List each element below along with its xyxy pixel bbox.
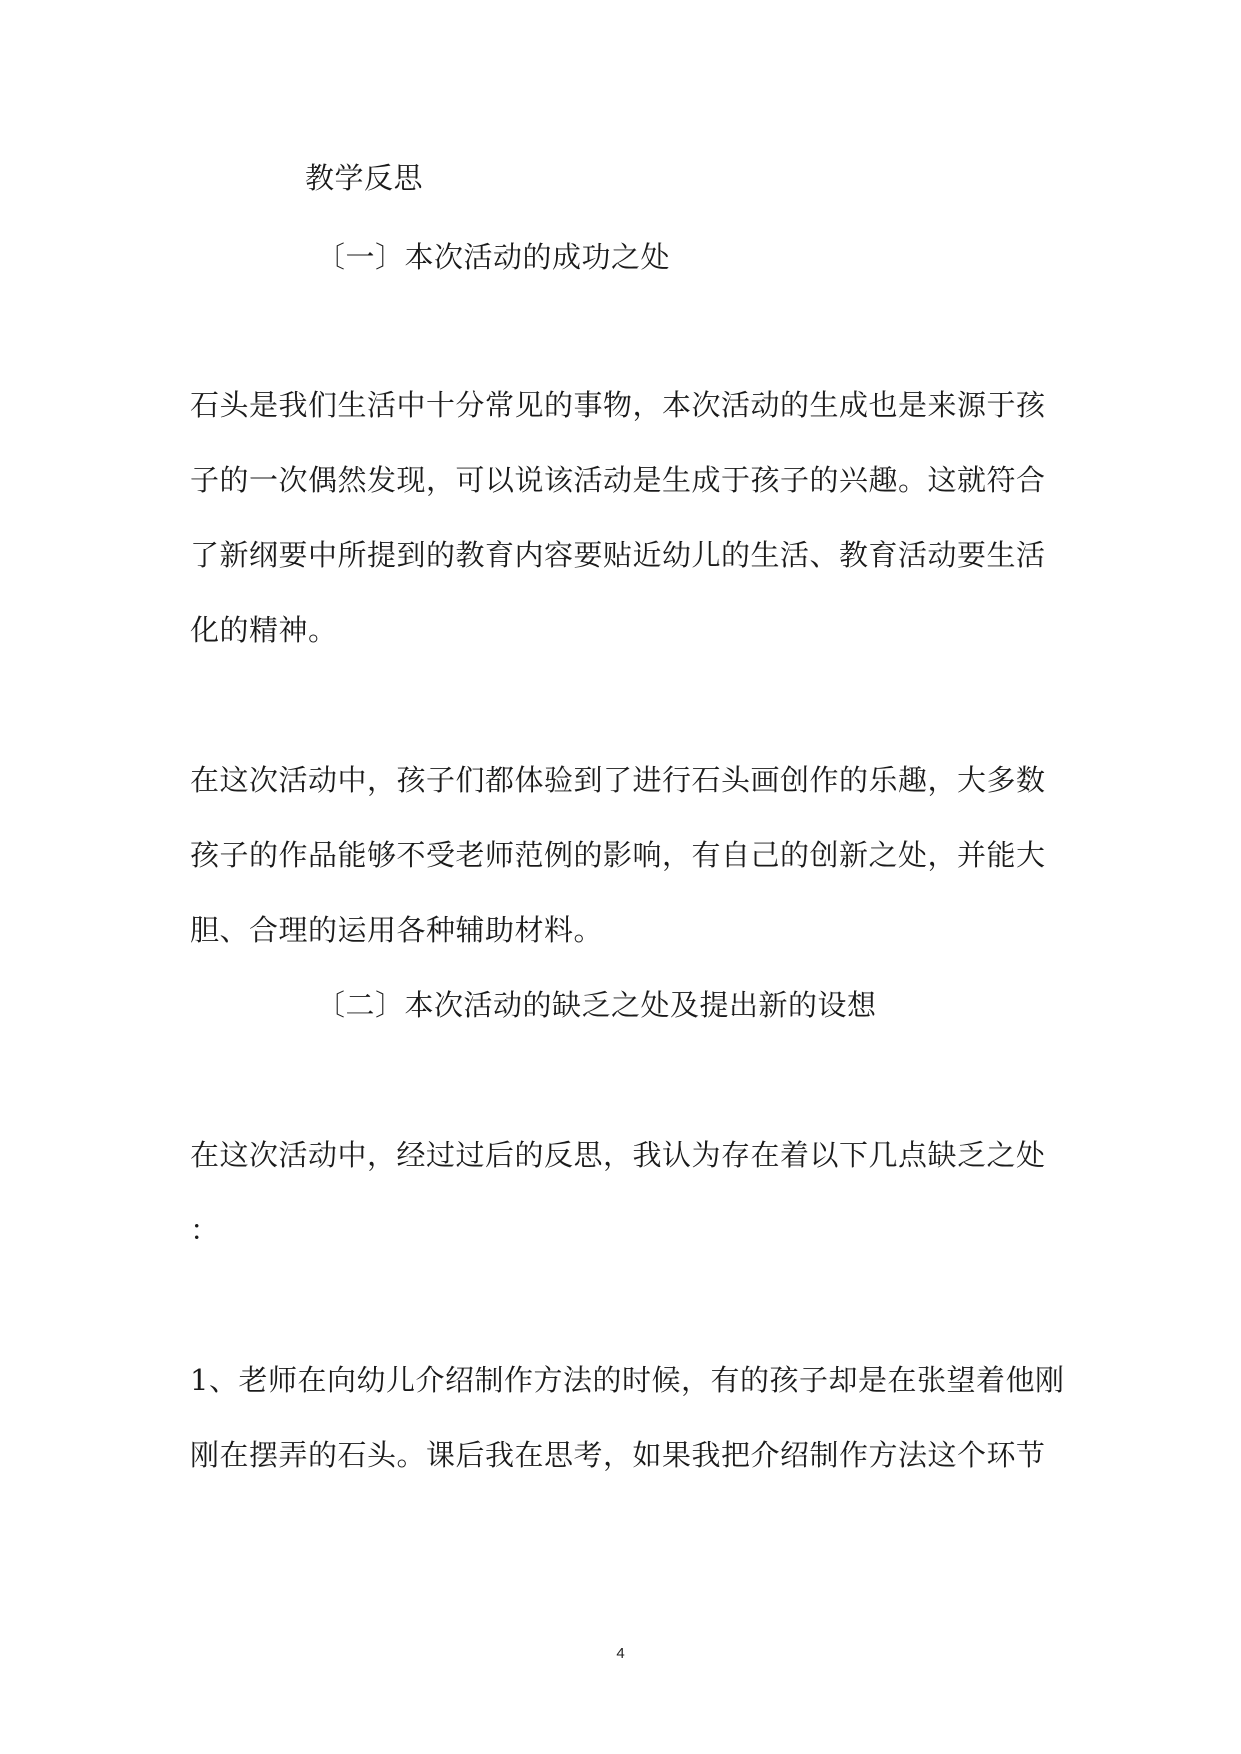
section-heading-2: 〔二〕本次活动的缺乏之处及提出新的设想 bbox=[316, 988, 877, 1022]
paragraph-line: 了新纲要中所提到的教育内容要贴近幼儿的生活、教育活动要生活 bbox=[190, 538, 1046, 572]
section-heading-1: 〔一〕本次活动的成功之处 bbox=[316, 240, 671, 274]
paragraph-line: 孩子的作品能够不受老师范例的影响，有自己的创新之处，并能大 bbox=[190, 838, 1046, 872]
paragraph-line: 在这次活动中，经过过后的反思，我认为存在着以下几点缺乏之处 bbox=[190, 1138, 1046, 1172]
paragraph-line: 子的一次偶然发现，可以说该活动是生成于孩子的兴趣。这就符合 bbox=[190, 463, 1046, 497]
paragraph-line: 刚在摆弄的石头。课后我在思考，如果我把介绍制作方法这个环节 bbox=[190, 1438, 1046, 1472]
paragraph-line: 胆、合理的运用各种辅助材料。 bbox=[190, 913, 604, 947]
document-title: 教学反思 bbox=[305, 161, 424, 195]
paragraph-line: ： bbox=[190, 1213, 220, 1247]
paragraph-line: 化的精神。 bbox=[190, 613, 338, 647]
paragraph-line: 石头是我们生活中十分常见的事物，本次活动的生成也是来源于孩 bbox=[190, 388, 1046, 422]
paragraph-line: 1、老师在向幼儿介绍制作方法的时候，有的孩子却是在张望着他刚 bbox=[190, 1363, 1065, 1397]
paragraph-line: 在这次活动中，孩子们都体验到了进行石头画创作的乐趣，大多数 bbox=[190, 763, 1046, 797]
page-number: 4 bbox=[616, 1645, 625, 1662]
